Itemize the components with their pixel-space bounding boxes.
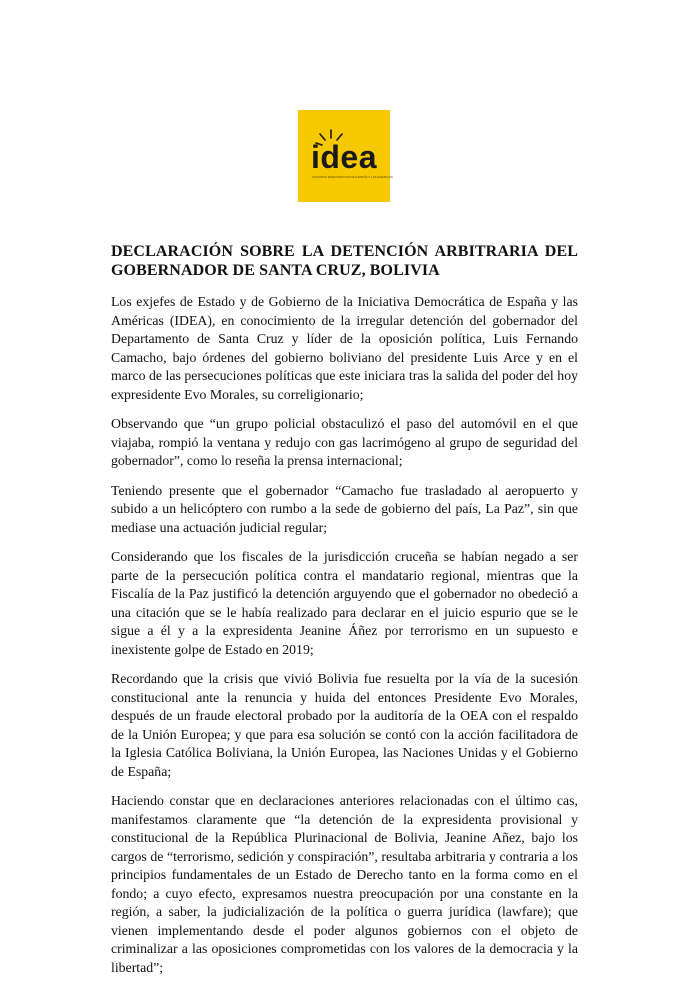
paragraph-recordando: Recordando que la crisis que vivió Bolivia fue resuelta por la vía de la sucesión constitucional ante la renuncia y huida del entonces Presidente Evo Morales, después de un fraude electoral probado por la auditoría de la OEA con el respaldo de la Unión Europea; y que para esa solución se contó con la acción facilitadora de la Iglesia Católica Boliviana, la Unión Europea, las Naciones Unidas y el Gobierno de España;	[111, 671, 578, 779]
document-body	[111, 242, 578, 988]
paragraph-haciendo-constar: Haciendo constar que en declaraciones anteriores relacionadas con el último cas, manifestamos claramente que “la detención de la expresidenta provisional y constitucional de la República Plurinacional de Bolivia, Jeanine Añez, bajo los cargos de “terrorismo, sedición y conspiración”, resultaba arbitraria y contraria a los principios fundamentales de un Estado de Derecho tanto en la forma como en el fondo; a cuyo efecto, expresamos nuestra preocupación por una constante en la región, a saber, la judicialización de la política o guerra jurídica (lawfare); que vienen implementando desde el poder algunos gobiernos con el objeto de criminalizar a las oposiciones comprometidas con los valores de la democracia y la libertad”;	[111, 793, 578, 975]
paragraph-considerando: Considerando que los fiscales de la jurisdicción cruceña se habían negado a ser parte de la persecución política contra el mandatario regional, mientras que la Fiscalía de la Paz justificó la detención arguyendo que el gobernador no obedeció a una citación que se le había realizado para declarar en el juicio espurio que se le sigue a él y a la expresidenta Jeanine Áñez por terrorismo en un supuesto e inexistente golpe de Estado en 2019;	[111, 549, 578, 657]
document-title: DECLARACIÓN SOBRE LA DETENCIÓN ARBITRARIA DEL GOBERNADOR DE SANTA CRUZ, BOLIVIA	[111, 243, 578, 279]
paragraph-intro: Los exjefes de Estado y de Gobierno de la Iniciativa Democrática de España y las Américas (IDEA), en conocimiento de la irregular detención del gobernador del Departamento de Santa Cruz y líder de la oposición política, Luis Fernando Camacho, bajo órdenes del gobierno boliviano del presidente Luis Arce y en el marco de las persecuciones políticas que este iniciara tras la salida del poder del hoy expresidente Evo Morales, su correligionario;	[111, 294, 578, 402]
logo-wordmark: idea	[310, 139, 378, 175]
paragraph-observando: Observando que “un grupo policial obstaculizó el paso del automóvil en el que viajaba, rompió la ventana y redujo con gas lacrimógeno al grupo de seguridad del gobernador”, como lo reseña la prensa internacional;	[111, 416, 578, 468]
paragraph-teniendo-presente: Teniendo presente que el gobernador “Camacho fue trasladado al aeropuerto y subido a un helicóptero con rumbo a la sede de gobierno del país, La Paz”, sin que mediase una actuación judicial regular;	[111, 482, 578, 535]
idea-logo	[298, 110, 393, 202]
logo-tagline: INICIATIVA DEMOCRÁTICA DE ESPAÑA Y LAS AMÉRICAS	[312, 175, 393, 179]
